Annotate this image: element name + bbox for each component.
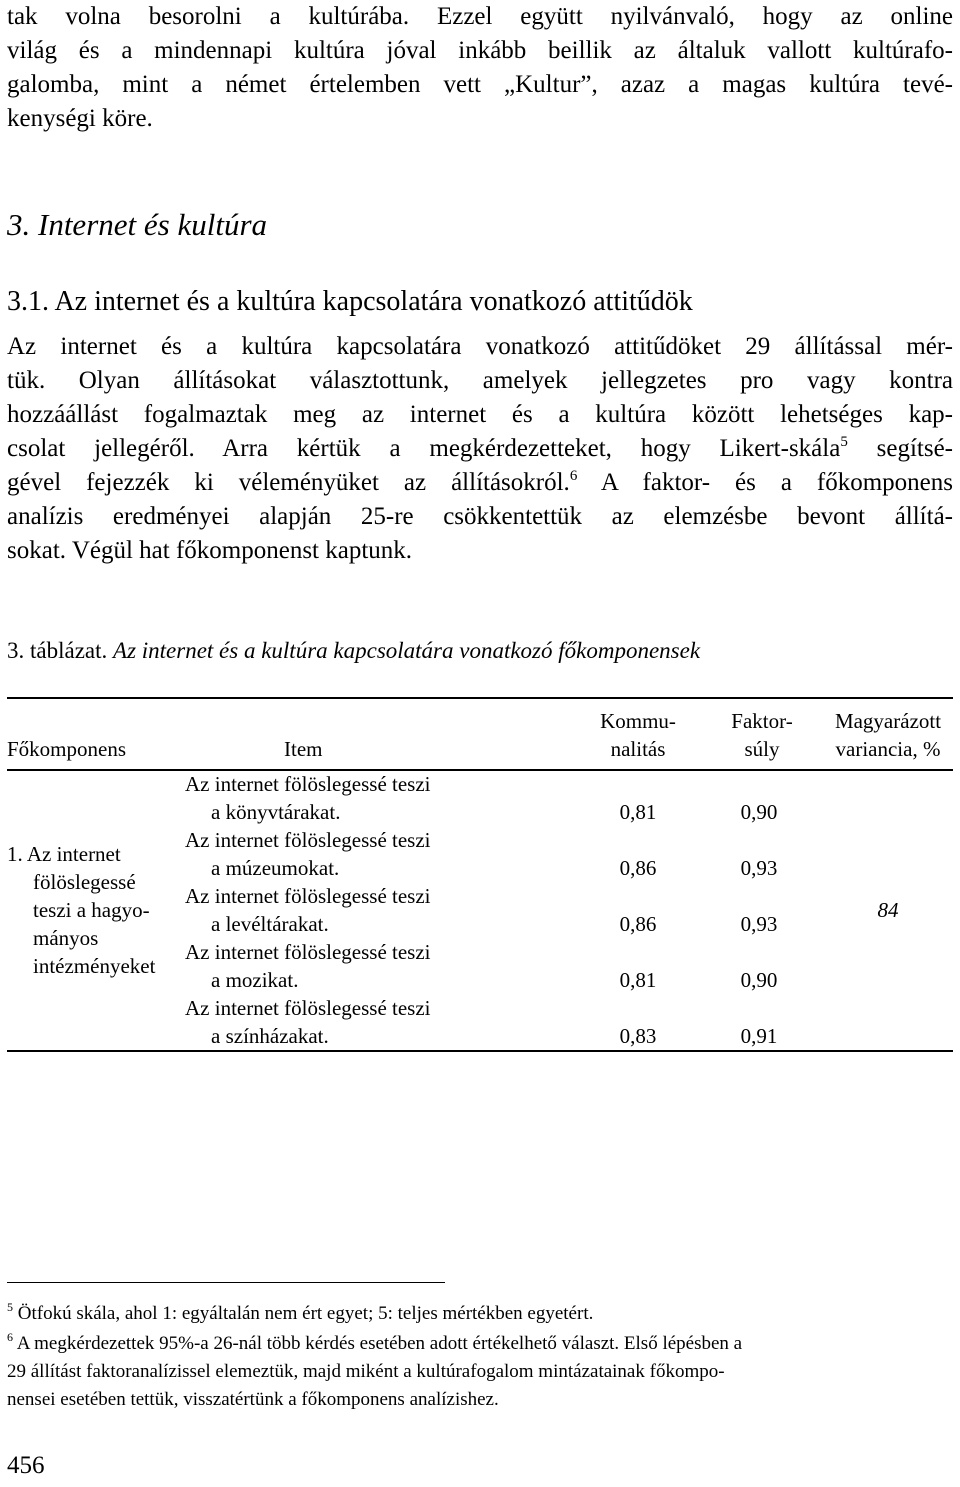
subsection-heading: 3.1. Az internet és a kultúra kapcsolatára vonatkozó attitűdök — [7, 286, 693, 317]
variance-value: 84 — [877, 898, 899, 922]
communality-value: 0,83 — [619, 1024, 657, 1048]
footnote-ref-5: 5 — [840, 434, 848, 450]
component-label: 1. Az internet — [7, 842, 121, 866]
table-bottom-rule — [7, 1050, 953, 1052]
item-text: Az internet fölöslegessé teszi — [185, 828, 431, 852]
table-caption-label: 3. táblázat. — [7, 638, 108, 663]
item-text: Az internet fölöslegessé teszi — [185, 996, 431, 1020]
item-text: a mozikat. — [211, 968, 299, 992]
factor-value: 0,93 — [740, 856, 778, 880]
component-label: teszi a hagyo- — [33, 898, 150, 922]
footnote-6 — [7, 1331, 953, 1357]
header-communality-1: Kommu- — [600, 709, 676, 733]
intro-line: világ és a mindennapi kultúra jóval inkább beillik az általuk vallott kultúrafo- — [7, 37, 953, 64]
component-label: mányos — [33, 926, 99, 950]
header-factor-1: Faktor- — [731, 709, 793, 733]
table-caption-title: Az internet és a kultúra kapcsolatára vonatkozó főkomponensek — [113, 638, 701, 663]
table-caption — [7, 638, 700, 664]
component-label: intézményeket — [33, 954, 156, 978]
body-line — [7, 466, 953, 500]
footnote-6-line: nensei esetében tettük, visszatértünk a főkomponens analízishez. — [7, 1389, 499, 1410]
footnote-text: Ötfokú skála, ahol 1: egyáltalán nem ért egyet; 5: teljes mértékben egyetért. — [17, 1303, 594, 1324]
body-line — [7, 432, 953, 466]
body-paragraph — [7, 330, 953, 568]
intro-paragraph — [7, 0, 953, 136]
body-line: tük. Olyan állításokat választottunk, amelyek jellegzetes pro vagy kontra — [7, 367, 953, 394]
section-heading: 3. Internet és kultúra — [7, 207, 268, 242]
item-text: a színházakat. — [211, 1024, 329, 1048]
item-text: Az internet fölöslegessé teszi — [185, 940, 431, 964]
footnote-ref-6: 6 — [569, 468, 578, 484]
footnote-separator — [7, 1282, 445, 1283]
body-line: hozzáállást fogalmaztak meg az internet és a kultúra között lehetséges kap- — [7, 401, 953, 428]
factor-value: 0,90 — [740, 968, 778, 992]
body-text: gével fejezzék ki véleményüket az állításokról. — [7, 469, 570, 496]
factor-value: 0,93 — [740, 912, 778, 936]
intro-line: tak volna besorolni a kultúrába. Ezzel együtt nyilvánvaló, hogy az online — [7, 3, 953, 30]
factor-value: 0,91 — [740, 1024, 778, 1048]
footnote-number: 6 — [7, 1330, 13, 1344]
header-item: Item — [284, 737, 323, 761]
body-line: analízis eredményei alapján 25-re csökkentettük az elemzésbe bevont állítá- — [7, 503, 953, 530]
header-factor-2: súly — [744, 737, 780, 761]
body-line: Az internet és a kultúra kapcsolatára vonatkozó attitűdöket 29 állítással mér- — [7, 333, 953, 360]
footnote-text: A megkérdezettek 95%-a 26-nál több kérdés esetében adott értékelhető választ. Első lépésben a — [16, 1333, 743, 1354]
factor-value: 0,90 — [740, 800, 778, 824]
item-text: Az internet fölöslegessé teszi — [185, 884, 431, 908]
body-text: segítsé- — [847, 435, 954, 462]
intro-line: kenységi köre. — [7, 105, 153, 132]
footnote-number: 5 — [7, 1300, 13, 1314]
intro-line: galomba, mint a német értelemben vett „Kultur”, azaz a magas kultúra tevé- — [7, 71, 953, 98]
communality-value: 0,81 — [619, 800, 657, 824]
header-component: Főkomponens — [7, 737, 127, 761]
communality-value: 0,86 — [619, 912, 657, 936]
header-variance-1: Magyarázott — [834, 709, 942, 733]
table-top-rule — [7, 697, 953, 699]
communality-value: 0,86 — [619, 856, 657, 880]
body-text: csolat jellegéről. Arra kértük a megkérdezetteket, hogy Likert-skála — [7, 435, 841, 462]
body-text: A faktor- és a főkomponens — [577, 469, 953, 496]
footnote-6-line: 29 állítást faktoranalízissel elemeztük, majd miként a kultúrafogalom mintázatainak főkompo- — [7, 1361, 725, 1382]
item-text: a levéltárakat. — [211, 912, 329, 936]
item-text: a könyvtárakat. — [211, 800, 341, 824]
item-text: a múzeumokat. — [211, 856, 340, 880]
header-communality-2: nalitás — [610, 737, 666, 761]
table-header-rule — [7, 769, 953, 771]
item-text: Az internet fölöslegessé teszi — [185, 772, 431, 796]
body-line: sokat. Végül hat főkomponenst kaptunk. — [7, 537, 413, 564]
component-label: fölöslegessé — [33, 870, 136, 894]
header-variance-2: variancia, % — [835, 737, 941, 761]
communality-value: 0,81 — [619, 968, 657, 992]
page-number: 456 — [7, 1452, 45, 1479]
footnote-5 — [7, 1301, 953, 1327]
